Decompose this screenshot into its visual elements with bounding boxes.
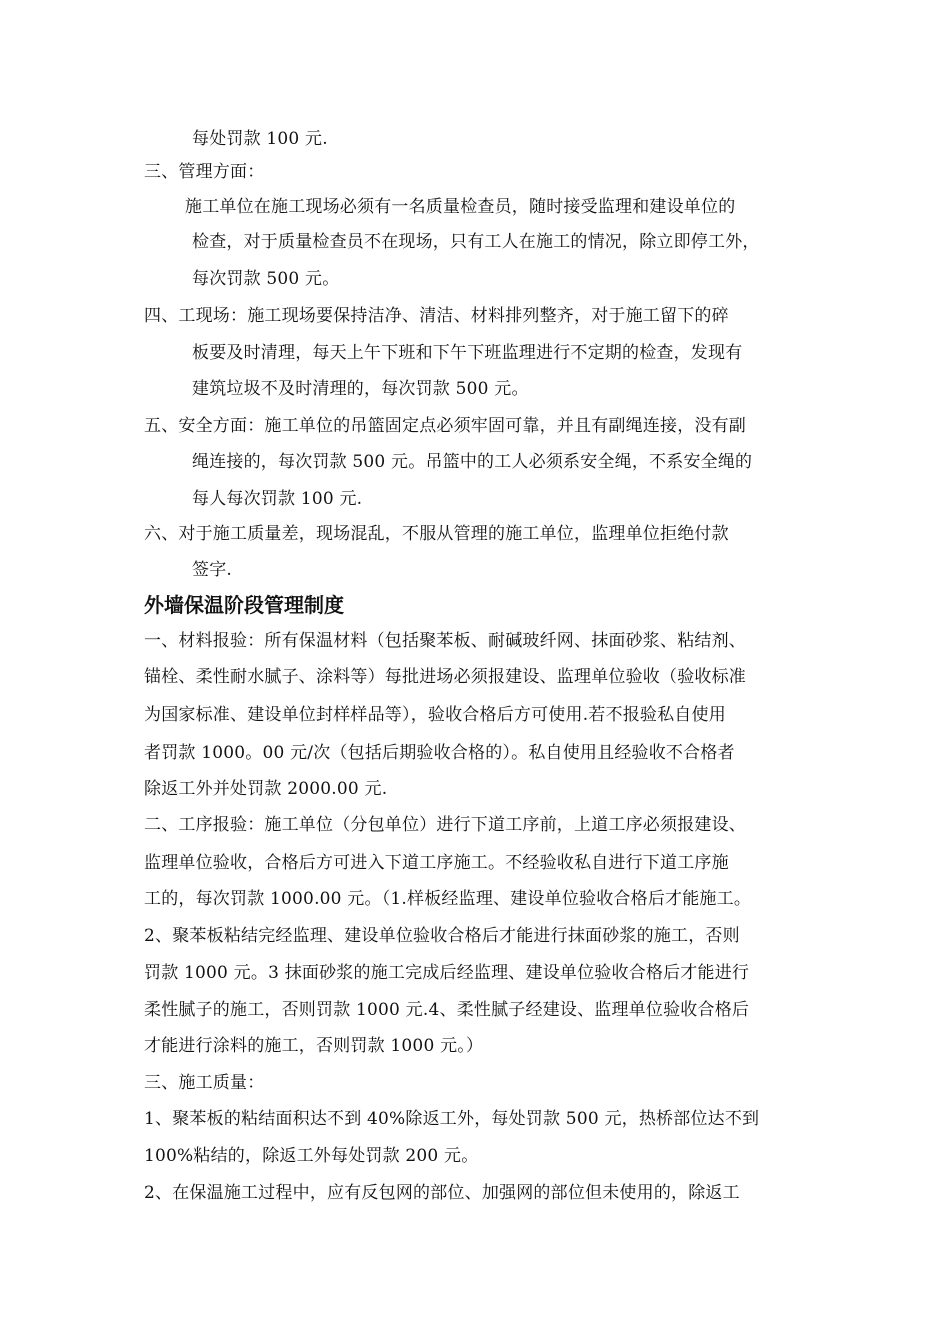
paragraph-line: 签字. [192,560,233,580]
paragraph-line: 四、工现场：施工现场要保持洁净、清洁、材料排列整齐，对于施工留下的碎 [144,306,729,326]
paragraph-line: 为国家标准、建设单位封样样品等），验收合格后方可使用.若不报验私自使用 [144,705,726,725]
section-heading-quality: 三、施工质量： [144,1073,265,1093]
paragraph-line: 工的，每次罚款 1000.00 元。（1.样板经监理、建设单位验收合格后才能施工。 [144,889,752,909]
paragraph-line: 才能进行涂料的施工，否则罚款 1000 元。） [144,1036,484,1056]
paragraph-line: 者罚款 1000。00 元/次（包括后期验收合格的）。私自使用且经验收不合格者 [144,743,735,763]
paragraph-line: 五、安全方面：施工单位的吊篮固定点必须牢固可靠，并且有副绳连接，没有副 [144,416,746,436]
paragraph-line: 监理单位验收，合格后方可进入下道工序施工。不经验收私自进行下道工序施 [144,853,729,873]
paragraph-line: 每人每次罚款 100 元. [192,489,363,509]
paragraph-line: 六、对于施工质量差，现场混乱，不服从管理的施工单位，监理单位拒绝付款 [144,524,729,544]
paragraph-line: 检查，对于质量检查员不在现场，只有工人在施工的情况，除立即停工外， [192,232,760,252]
paragraph-line: 绳连接的，每次罚款 500 元。吊篮中的工人必须系安全绳，不系安全绳的 [192,452,753,472]
paragraph-line: 2、在保温施工过程中，应有反包网的部位、加强网的部位但未使用的，除返工 [144,1183,740,1203]
paragraph-line: 每处罚款 100 元. [192,129,328,149]
paragraph-line: 柔性腻子的施工，否则罚款 1000 元.4、柔性腻子经建设、监理单位验收合格后 [144,1000,750,1020]
paragraph-line: 施工单位在施工现场必须有一名质量检查员，随时接受监理和建设单位的 [185,197,736,217]
paragraph-line: 一、材料报验：所有保温材料（包括聚苯板、耐碱玻纤网、抹面砂浆、粘结剂、 [144,631,746,651]
paragraph-line: 罚款 1000 元。3 抹面砂浆的施工完成后经监理、建设单位验收合格后才能进行 [144,963,750,983]
paragraph-line: 除返工外并处罚款 2000.00 元. [144,779,388,799]
paragraph-line: 二、工序报验：施工单位（分包单位）进行下道工序前，上道工序必须报建设、 [144,815,746,835]
paragraph-line: 100%粘结的，除返工外每处罚款 200 元。 [144,1146,479,1166]
section-heading-management: 三、管理方面： [144,162,265,182]
paragraph-line: 锚栓、柔性耐水腻子、涂料等）每批进场必须报建设、监理单位验收（验收标准 [144,667,746,687]
paragraph-line: 建筑垃圾不及时清理的，每次罚款 500 元。 [192,379,529,399]
paragraph-line: 1、聚苯板的粘结面积达不到 40%除返工外，每处罚款 500 元，热桥部位达不到 [144,1109,760,1129]
paragraph-line: 2、聚苯板粘结完经监理、建设单位验收合格后才能进行抹面砂浆的施工，否则 [144,926,740,946]
paragraph-line: 每次罚款 500 元。 [192,269,340,289]
section-title: 外墙保温阶段管理制度 [144,593,344,617]
paragraph-line: 板要及时清理，每天上午下班和下午下班监理进行不定期的检查，发现有 [192,343,743,363]
